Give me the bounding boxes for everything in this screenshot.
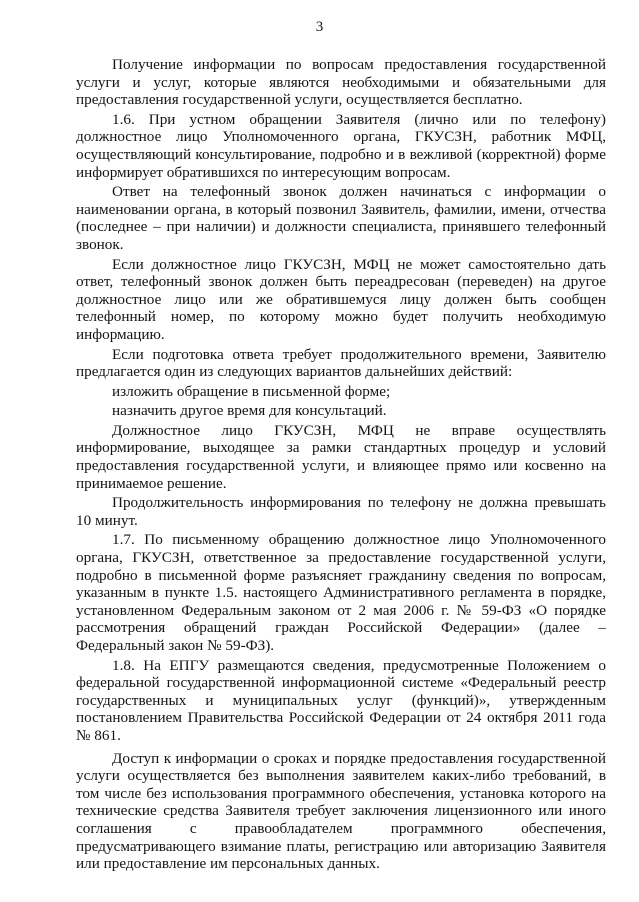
paragraph-access-to-information: Доступ к информации о сроках и порядке предоставления государственной услуги осуществляется без выполнения заявителем каких-либо требований, в том числе без использования программного обеспечения, установка которого на технические средства Заявителя требует заключения лицензионного или иного соглашения с правообладателем программного обеспечения, предусматривающего взимание платы, регистрацию или авторизацию Заявителя или предоставление им персональных данных.: [76, 749, 606, 873]
option-other-time: назначить другое время для консультаций.: [112, 402, 387, 420]
paragraph-informing-limits: Должностное лицо ГКУСЗН, МФЦ не вправе осуществлять информирование, выходящее за рамки стандартных процедур и условий предоставления государственной услуги, и влияющее прямо или косвенно на принимаемое решение.: [76, 421, 606, 492]
paragraph-long-preparation: Если подготовка ответа требует продолжительного времени, Заявителю предлагается один из следующих вариантов дальнейших действий:: [76, 345, 606, 381]
paragraph-1-6-oral-request: 1.6. При устном обращении Заявителя (лично или по телефону) должностное лицо Уполномоченного органа, ГКУСЗН, работник МФЦ, осуществляющий консультирование, подробно и в вежливой (корректной) форме информирует обратившихся по интересующим вопросам.: [76, 110, 606, 181]
paragraph-1-7-written-request: 1.7. По письменному обращению должностное лицо Уполномоченного органа, ГКУСЗН, ответственное за предоставление государственной услуги, подробно в письменной форме разъясняет гражданину сведения по вопросам, указанным в пункте 1.5. настоящего Административного регламента в порядке, установленном Федеральным законом от 2 мая 2006 г. № 59-ФЗ «О порядке рассмотрения обращений граждан Российской Федерации» (далее – Федеральный закон № 59-ФЗ).: [76, 531, 606, 654]
paragraph-free-information: Получение информации по вопросам предоставления государственной услуги и услуг, которые являются необходимыми и обязательными для предоставления государственной услуги, осуществляется бесплатно.: [76, 56, 606, 109]
page-number: 3: [315, 19, 324, 35]
paragraph-call-redirect: Если должностное лицо ГКУСЗН, МФЦ не может самостоятельно дать ответ, телефонный звонок должен быть переадресован (переведен) на другое должностное лицо или же обратившемуся лицу должен быть сообщен телефонный номер, по которому можно будет получить необходимую информацию.: [76, 255, 606, 343]
paragraph-phone-answer: Ответ на телефонный звонок должен начинаться с информации о наименовании органа, в который позвонил Заявитель, фамилии, имени, отчества (последнее – при наличии) и должности специалиста, принявшего телефонный звонок.: [76, 183, 606, 253]
option-written-form: изложить обращение в письменной форме;: [112, 382, 391, 400]
paragraph-call-duration: Продолжительность информирования по телефону не должна превышать 10 минут.: [76, 494, 606, 529]
paragraph-1-8-epgu: 1.8. На ЕПГУ размещаются сведения, предусмотренные Положением о федеральной государственной информационной системе «Федеральный реестр государственных и муниципальных услуг (функций)», утвержденным постановлением Правительства Российской Федерации от 24 октября 2011 года № 861.: [76, 656, 606, 744]
document-body: [76, 56, 606, 875]
